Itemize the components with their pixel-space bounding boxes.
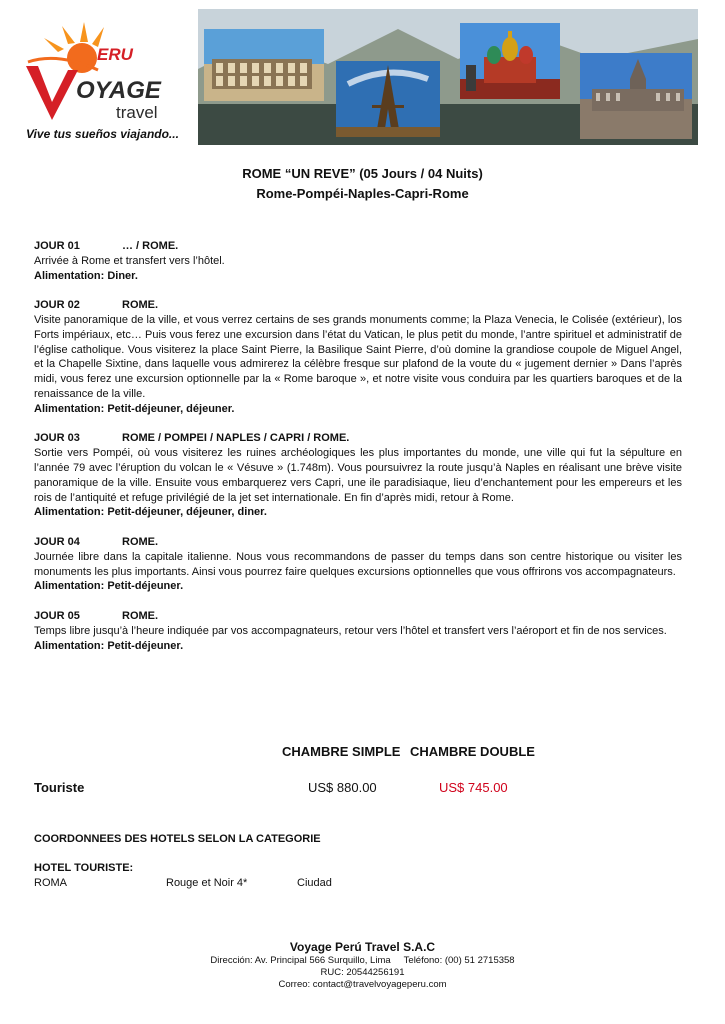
day-meals: Alimentation: Petit-déjeuner, déjeuner, diner. — [34, 506, 267, 519]
day-route: ROME. — [122, 609, 159, 622]
day-meals: Alimentation: Petit-déjeuner. — [34, 639, 184, 652]
day-description: Temps libre jusqu’à l’heure indiquée par vos accompagnateurs, retour vers l’hôtel et transfert vers l’aéroport et fin de nos services. — [34, 624, 667, 637]
itinerary-day — [34, 239, 682, 283]
day-label: JOUR 03 — [34, 432, 80, 445]
day-description: Sortie vers Pompéi, où vous visiterez les ruines archéologiques les plus importantes du monde, une ville qui fut la sépulture en l’année 79 avec l’éruption du volcan le « Vésuve » (1.748m). Vous poursuivrez la route jusqu’à Naples en réalisant une brève visite panoramique de la ville. Ensuite vous embarquerez vers Capri, une ile paradisiaque, lieu d’enchantement pour les empereurs et les rois de l’antiquité et refuge privilégié de la jet set internationale. En fin d’après midi, retour à Rome. — [34, 447, 682, 504]
day-label: JOUR 01 — [34, 240, 80, 252]
footer-email: Correo: contact@travelvoyageperu.com — [278, 979, 447, 990]
day-description: Visite panoramique de la ville, et vous verrez certains de ses grands monuments comme; la Plaza Venecia, le Colisée (extérieur), los Forts impériaux, etc… Puis vous ferez une excursion dans l’état du Vatican, le plus petit du monde, l’antre spirituel et administratif de l’église catholique. Vous visiterez la place Saint Pierre, la Basilique Saint Pierre, d’où domine la grandiose coupole de Miguel Angel, et la Chapelle Sixtine, dans laquelle vous admirerez la célèbre fresque sur plafond de la voute du « jugement dernier » Dans l’après midi, vous ferez une excursion optionnelle par la « Rome baroque », et notre visite vous conduira par les quartiers baroques et de la renaissance de la ville. — [34, 313, 682, 400]
day-route: … / ROME. — [122, 240, 179, 252]
day-label: JOUR 05 — [34, 609, 80, 622]
day-description: Journée libre dans la capitale italienne. Nous vous recommandons de passer du temps dans son centre historique ou visiter les monuments les plus importants. Ainsi vous pourrez faire quelques excursions optionnelles que vous offrirons vos accompagnateurs. — [34, 550, 682, 578]
hotel-name: Rouge et Noir 4* — [166, 877, 248, 889]
price-double: US$ 745.00 — [439, 780, 508, 795]
day-meals: Alimentation: Petit-déjeuner. — [34, 580, 184, 593]
hotel-location: Ciudad — [297, 877, 332, 889]
price-header-single: CHAMBRE SIMPLE — [282, 744, 401, 759]
footer-ruc: RUC: 20544256191 — [320, 967, 405, 978]
footer — [0, 940, 725, 991]
day-meals: Alimentation: Petit-déjeuner, déjeuner. — [34, 402, 235, 415]
tour-title: ROME “UN REVE” (05 Jours / 04 Nuits) — [242, 166, 483, 181]
hotel-city: ROMA — [34, 877, 67, 889]
tagline: Vive tus sueños viajando... — [26, 127, 179, 141]
price-single: US$ 880.00 — [308, 780, 377, 795]
destinations-banner-image — [198, 9, 698, 145]
itinerary-day — [34, 431, 682, 520]
company-logo — [18, 22, 178, 132]
day-route: ROME / POMPEI / NAPLES / CAPRI / ROME. — [122, 432, 350, 445]
price-header-double: CHAMBRE DOUBLE — [410, 744, 535, 759]
day-meals: Alimentation: Diner. — [34, 269, 138, 282]
svg-text:travel: travel — [116, 103, 158, 122]
hotel-category-heading: HOTEL TOURISTE: — [34, 862, 134, 874]
footer-company: Voyage Perú Travel S.A.C — [289, 940, 436, 954]
footer-address: Dirección: Av. Principal 566 Surquillo, Lima Teléfono: (00) 51 2715358 — [210, 955, 515, 966]
itinerary-day — [34, 609, 682, 653]
day-route: ROME. — [122, 299, 159, 312]
itinerary-day — [34, 298, 682, 416]
day-route: ROME. — [122, 535, 159, 548]
tour-route: Rome-Pompéi-Naples-Capri-Rome — [256, 186, 469, 201]
itinerary — [34, 239, 682, 668]
itinerary-day — [34, 535, 682, 594]
price-category: Touriste — [34, 780, 85, 795]
day-label: JOUR 04 — [34, 535, 80, 548]
hotels-heading: COORDONNEES DES HOTELS SELON LA CATEGORIE — [34, 833, 321, 845]
svg-text:OYAGE: OYAGE — [76, 77, 161, 104]
day-description: Arrivée à Rome et transfert vers l’hôtel. — [34, 254, 225, 267]
svg-text:ERU: ERU — [97, 45, 133, 64]
day-label: JOUR 02 — [34, 299, 80, 312]
